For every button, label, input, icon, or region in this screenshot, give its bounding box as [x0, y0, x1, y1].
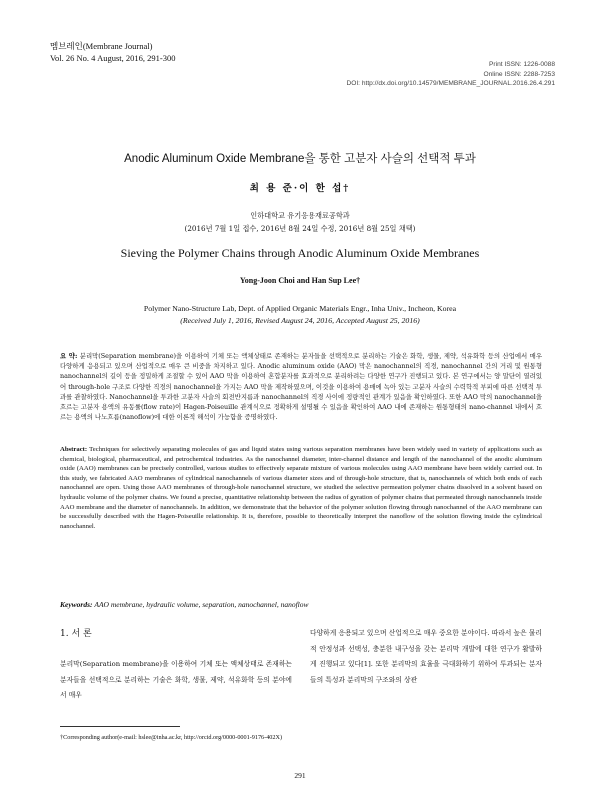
- abstract-korean-text: 분리막(Separation membrane)을 이용하여 기체 또는 액체상태로 존재하는 분자들을 선택적으로 분리하는 기술은 화학, 생물, 제약, 석유화학 등의 산업에서 매우 다양하게 응용되고 있으며 산업적으로 매우 큰 비중을 차지하고 있다. Anodic aluminum oxide (AAO) 막은 nanochannel의 직경, nanochannel 간의 거리 및 원통형 nanochannel의 길이 등을 정밀하게 조절할 수 있어 AAO 막을 이용하여 혼합분자를 효과적으로 분리하려는 다양한 연구가 진행되고 있다. 본 연구에서는 양 말단이 열려있어 through-hole 구조로 다양한 직경의 nanochannel을 가지는 AAO 막을 제작하였으며, 이것을 이용하여 용매에 녹아 있는 고분자 사슬의 수력학적 부피에 따른 선택적 투과를 관찰하였다. Nanochannel을 투과한 고분자 사슬의 회전반지름과 nanochannel의 직경 사이에 정량적인 관계가 있음을 확인하였다. 또한 AAO 막의 nanochannel을 흐르는 고분자 용액의 유동률(flow rate)이 Hagen-Poiseuille 관계식으로 정확하게 설명될 수 있음을 확인하여 AAO 내에 존재하는 원통형태의 nano-channel 내에서 흐르는 용액의 나노흐름(nanoflow)에 대한 이론적 해석이 가능함을 증명하였다.: [60, 352, 543, 422]
- title-korean: Anodic Aluminum Oxide Membrane을 통한 고분자 사슬의 선택적 투과: [124, 153, 476, 165]
- journal-header: [50, 40, 175, 64]
- abstract-korean-label: 요 약:: [60, 352, 78, 360]
- journal-volume: Vol. 26 No. 4 August, 2016, 291-300: [50, 53, 176, 63]
- section-heading-introduction: 1. 서 론: [60, 629, 92, 639]
- abstract-english: [60, 445, 542, 531]
- dates-korean: (2016년 7월 1일 접수, 2016년 8월 24일 수정, 2016년 8월 25일 채택): [184, 224, 416, 233]
- affiliation-english: Polymer Nano-Structure Lab, Dept. of Applied Organic Materials Engr., Inha Univ., Incheon, Korea: [143, 304, 457, 313]
- doi-link[interactable]: DOI: http://dx.doi.org/10.14579/MEMBRANE_JOURNAL.2016.26.4.291: [346, 80, 555, 87]
- abstract-english-label: Abstract:: [60, 446, 88, 453]
- keywords: [60, 600, 309, 609]
- body-column-right: 다양하게 응용되고 있으며 산업적으로 매우 중요한 분야이다. 따라서 높은 물리적 안정성과 선택성, 충분한 내구성을 갖는 분리막 개발에 대한 연구가 활발하게 진행되고 있다[1]. 또한 분리막의 효율을 극대화하기 위하여 투과되는 분자들의 특성과 분리막의 구조와의 상관: [310, 629, 542, 684]
- dates-english: (Received July 1, 2016, Revised August 24, 2016, Accepted August 25, 2016): [180, 316, 420, 325]
- keywords-text: AAO membrane, hydraulic volume, separation, nanochannel, nanoflow: [94, 600, 309, 609]
- issn-block: [346, 60, 555, 89]
- page-number: 291: [294, 771, 306, 780]
- abstract-english-text: Techniques for selectively separating molecules of gas and liquid states using various separation membranes have been widely used in variety of applications such as chemical, biological, pharmaceutical, and petrochemical industries. As the nanochannel diameter, inter-channel distance and length of the nanochannel of the anodic aluminum oxide (AAO) membranes can be precisely controlled, various studies to effectively separate mixture of various molecules using AAO membrane have been widely carried out. In this study, we fabricated AAO membranes of cylindrical nanochannels of various diameter sizes and of through-hole structure, that is, nanochannels of which both ends of each nanochannel are open. Using those AAO membranes of through-hole nanochannel structure, we studied the selective permeation polymer chains dissolved in a solvent based on hydraulic volume of the polymer chains. We found a precise, quantitative relationship between the radius of gyration of polymer chains that permeated through nanochannels inside AAO membrane and the diameter of nanochannels. In addition, we demonstrate that the behavior of the polymer solution flowing through nanochannel of the AAO membrane can be successfully described with the Hagen-Poiseuille relationship. It is, therefore, possible to theoretically interpret the nanoflow of the solution flowing inside the cylindrical nanochannel.: [60, 446, 542, 530]
- authors-english: Yong-Joon Choi and Han Sup Lee†: [239, 276, 361, 285]
- journal-name: 멤브레인(Membrane Journal): [50, 41, 153, 51]
- keywords-label: Keywords:: [60, 600, 93, 609]
- affiliation-korean: 인하대학교 유기응용재료공학과: [250, 211, 350, 220]
- online-issn: Online ISSN: 2288-7253: [483, 70, 555, 78]
- affiliation-korean-block: [0, 209, 600, 235]
- footnote-divider: [60, 726, 180, 727]
- affiliation-english-block: [0, 303, 600, 327]
- authors-korean: 최 용 준·이 한 섭†: [249, 183, 351, 194]
- print-issn: Print ISSN: 1226-0088: [489, 61, 555, 68]
- title-english: Sieving the Polymer Chains through Anodic Aluminum Oxide Membranes: [120, 246, 480, 260]
- abstract-korean: [60, 351, 542, 422]
- body-column-left: 분리막(Separation membrane)을 이용하여 기체 또는 액체상태로 존재하는 분자들을 선택적으로 분리하는 기술은 화학, 생물, 제약, 석유화학 등의 분야에서 매우: [60, 660, 292, 699]
- corresponding-author-footnote: †Corresponding author(e-mail: hslee@inha.ac.kr, http://orcid.org/0000-0001-9176-402X): [60, 734, 283, 741]
